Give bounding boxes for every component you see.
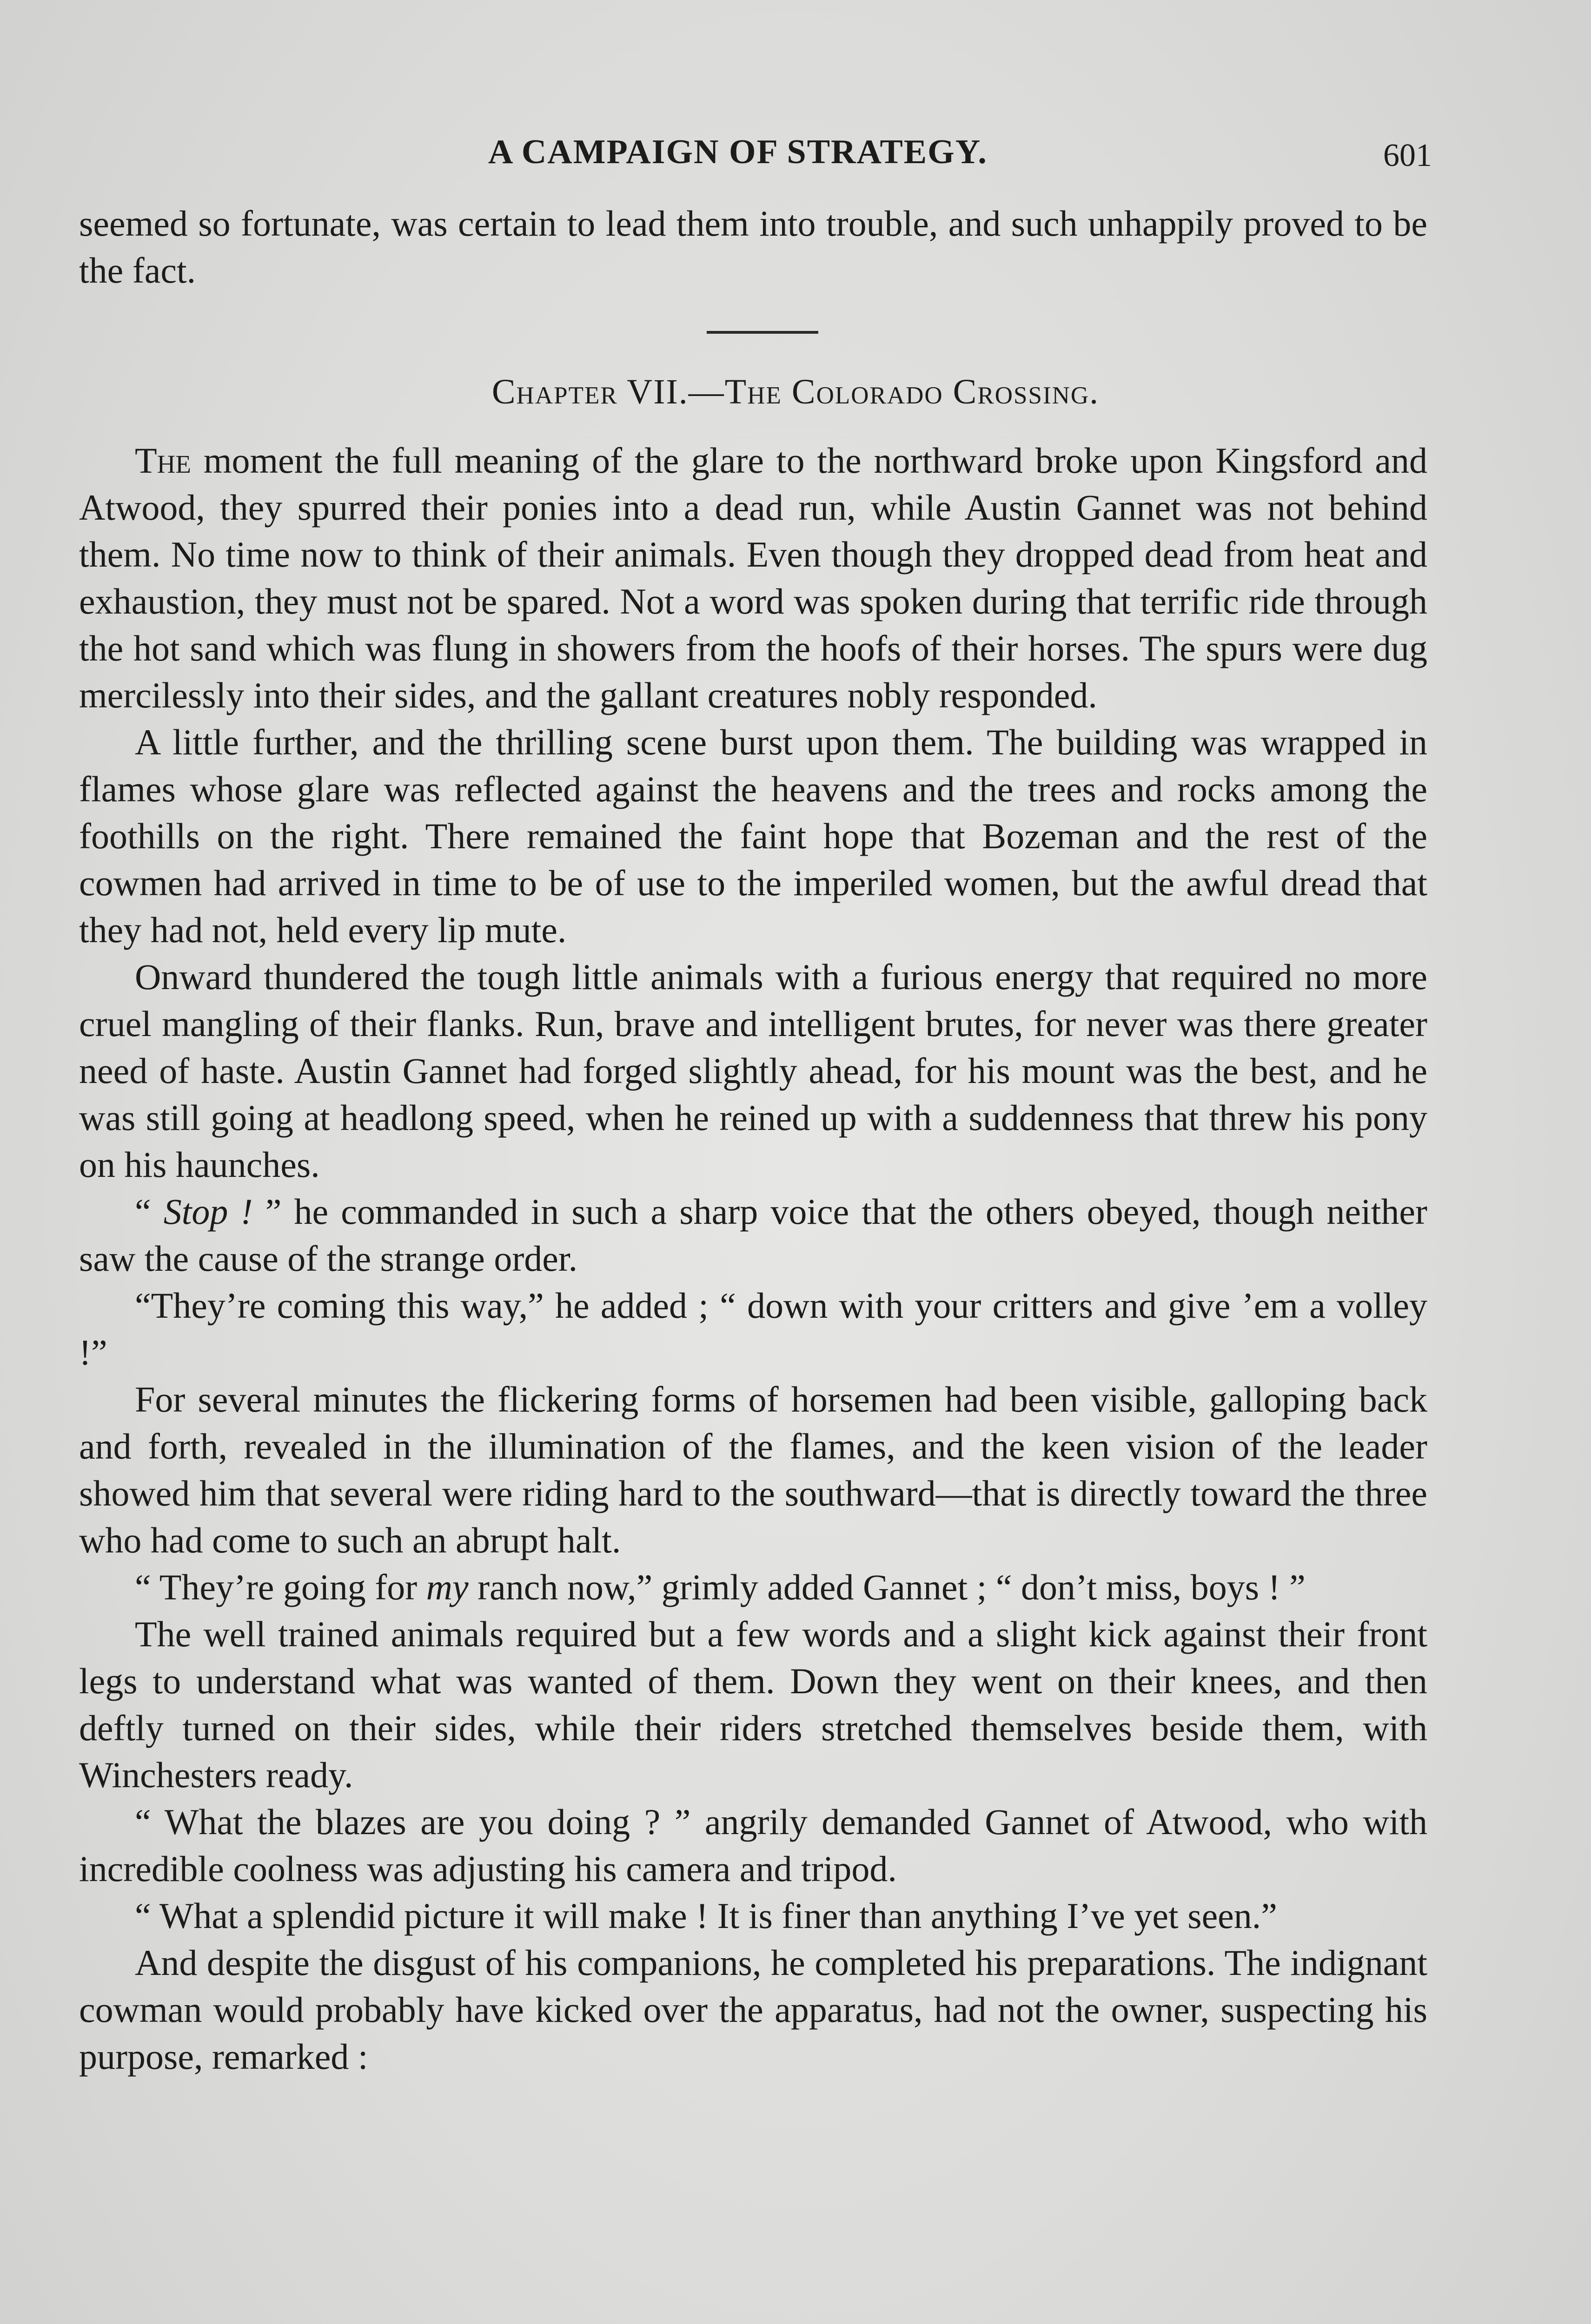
paragraph: Onward thundered the tough little animals with a furious energy that required no more cruel mangling of their flanks. Run, brave and intelligent brutes, for never was there greater need of haste. Austin Gannet had forged slightly ahead, for his mount was the best, and he was still going at headlong speed, when he reined up with a suddenness that threw his pony on his haunches. (79, 957, 1427, 1185)
chapter-heading: Chapter VII.—The Colorado Crossing. (491, 372, 1100, 411)
running-title: A CAMPAIGN OF STRATEGY. (488, 133, 988, 171)
continuation-paragraph: seemed so fortunate, was certain to lead them into trouble, and such unhappily proved to be the fact. (79, 203, 1427, 290)
paragraph: “ What a splendid picture it will make ! It is finer than anything I’ve yet seen.” (135, 1895, 1277, 1936)
paragraph (79, 1564, 1427, 1611)
paragraph: And despite the disgust of his companions, he completed his preparations. The indignant cowman would probably have kicked over the apparatus, had not the owner, suspecting his purpose, remarked : (79, 1942, 1427, 2077)
quote-mark: “ (135, 1191, 164, 1232)
paragraph: For several minutes the flickering forms of horsemen had been visible, galloping back and forth, revealed in the illumination of the flames, and the keen vision of the leader showed him that several were riding hard to the southward—that is directly toward the three who had come to such an abrupt halt. (79, 1379, 1427, 1560)
page-number: 601 (1383, 138, 1432, 173)
chapter-body (79, 437, 1427, 2080)
section-rule (707, 331, 818, 334)
paragraph (79, 437, 1427, 719)
lead-word: The (135, 440, 191, 481)
paragraph-text: moment the full meaning of the glare to the northward broke upon Kingsford and Atwood, they spurred their ponies into a dead run, while Austin Gannet was not behind them. No time now to think of their animals. Even though they dropped dead from heat and exhaustion, they must not be spared. Not a word was spoken during that terrific ride through the hot sand which was flung in showers from the hoofs of their horses. The spurs were dug mercilessly into their sides, and the gallant creatures nobly responded. (79, 440, 1427, 715)
paragraph: The well trained animals required but a few words and a slight kick against their front legs to understand what was wanted of them. Down they went on their knees, and then deftly turned on their sides, while their riders stretched themselves beside them, with Winchesters ready. (79, 1614, 1427, 1795)
paragraph: A little further, and the thrilling scene burst upon them. The building was wrapped in flames whose glare was reflected against the heavens and the trees and rocks among the foothills on the right. There remained the faint hope that Bozeman and the rest of the cowmen had arrived in time to be of use to the imperiled women, but the awful dread that they had not, held every lip mute. (79, 722, 1427, 950)
italic-text: Stop ! (163, 1191, 253, 1232)
paragraph-text: “ They’re going for (135, 1567, 426, 1607)
paragraph: “They’re coming this way,” he added ; “ down with your critters and give ’em a volley !” (79, 1285, 1427, 1373)
paragraph-text: ” he commanded in such a sharp voice that the others obeyed, though neither saw the cause of the strange order. (79, 1191, 1427, 1279)
running-head (0, 132, 1591, 184)
italic-text: my (426, 1567, 469, 1607)
continuation-text (79, 200, 1427, 294)
paragraph (79, 1188, 1427, 1282)
paragraph-text: ranch now,” grimly added Gannet ; “ don’t miss, boys ! ” (468, 1567, 1306, 1607)
paragraph: “ What the blazes are you doing ? ” angrily demanded Gannet of Atwood, who with incredible coolness was adjusting his camera and tripod. (79, 1802, 1427, 1889)
